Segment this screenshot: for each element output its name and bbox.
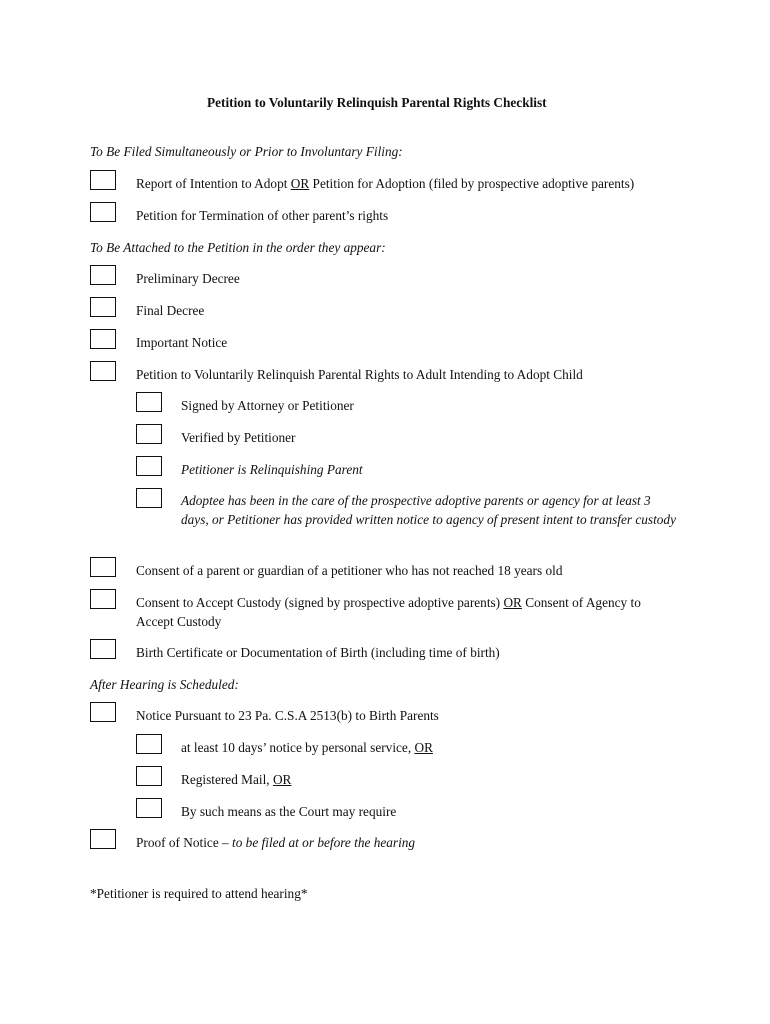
checkbox-petitioner-relinquishing[interactable] [136, 456, 162, 476]
checkbox-adoptee-in-care[interactable] [136, 488, 162, 508]
item-notice-pursuant: Notice Pursuant to 23 Pa. C.S.A 2513(b) to Birth Parents [136, 708, 439, 723]
checkbox-signed-by-attorney[interactable] [136, 392, 162, 412]
section-heading-prior-filing: To Be Filed Simultaneously or Prior to Involuntary Filing: [90, 144, 403, 159]
checkbox-verified-by-petitioner[interactable] [136, 424, 162, 444]
subitem-personal-service [181, 739, 433, 757]
item-petition-relinquish: Petition to Voluntarily Relinquish Parental Rights to Adult Intending to Adopt Child [136, 367, 583, 382]
item-proof-of-notice [136, 834, 415, 852]
subitem-adoptee-in-care: Adoptee has been in the care of the prospective adoptive parents or agency for at least 3 days, or Petitioner has provided written notice to agency of present intent to transfer custody [181, 493, 676, 527]
item-consent-parent-guardian: Consent of a parent or guardian of a petitioner who has not reached 18 years old [136, 563, 563, 578]
checkbox-registered-mail[interactable] [136, 766, 162, 786]
subitem-court-means: By such means as the Court may require [181, 804, 397, 819]
footer-note: *Petitioner is required to attend hearing* [90, 886, 308, 901]
checkbox-notice-pursuant[interactable] [90, 702, 116, 722]
checkbox-important-notice[interactable] [90, 329, 116, 349]
item-consent-accept-custody [136, 594, 676, 631]
section-heading-attached: To Be Attached to the Petition in the order they appear: [90, 240, 386, 255]
checkbox-consent-accept-custody[interactable] [90, 589, 116, 609]
item-petition-termination: Petition for Termination of other parent’s rights [136, 208, 389, 223]
checkbox-petition-relinquish[interactable] [90, 361, 116, 381]
item-birth-certificate: Birth Certificate or Documentation of Birth (including time of birth) [136, 645, 500, 660]
checkbox-personal-service[interactable] [136, 734, 162, 754]
item-report-of-intention [136, 175, 634, 193]
item-text: Consent to Accept Custody (signed by prospective adoptive parents) [136, 595, 504, 610]
item-final-decree: Final Decree [136, 303, 205, 318]
or-underlined: OR [503, 595, 522, 610]
subitem-signed-by-attorney: Signed by Attorney or Petitioner [181, 398, 354, 413]
checkbox-petition-termination[interactable] [90, 202, 116, 222]
subitem-petitioner-relinquishing: Petitioner is Relinquishing Parent [181, 462, 363, 477]
checkbox-court-means[interactable] [136, 798, 162, 818]
item-text: at least 10 days’ notice by personal service, [181, 740, 415, 755]
item-text-italic: to be filed at or before the hearing [232, 835, 416, 850]
checkbox-birth-certificate[interactable] [90, 639, 116, 659]
item-preliminary-decree: Preliminary Decree [136, 271, 240, 286]
checkbox-consent-parent-guardian[interactable] [90, 557, 116, 577]
or-underlined: OR [290, 176, 310, 191]
item-text: Report of Intention to Adopt [136, 176, 291, 191]
item-important-notice: Important Notice [136, 335, 228, 350]
item-text: Consent of Agency to Accept Custody [136, 595, 641, 629]
section-heading-after-hearing: After Hearing is Scheduled: [90, 677, 239, 692]
item-text: Registered Mail, [181, 772, 273, 787]
or-underlined: OR [272, 772, 292, 787]
checkbox-report-of-intention[interactable] [90, 170, 116, 190]
checkbox-proof-of-notice[interactable] [90, 829, 116, 849]
item-text: Proof of Notice – [136, 835, 233, 850]
subitem-registered-mail [181, 771, 291, 789]
or-underlined: OR [414, 740, 433, 755]
checkbox-preliminary-decree[interactable] [90, 265, 116, 285]
subitem-verified-by-petitioner: Verified by Petitioner [181, 430, 296, 445]
page-title: Petition to Voluntarily Relinquish Parental Rights Checklist [207, 95, 547, 110]
checkbox-final-decree[interactable] [90, 297, 116, 317]
item-text: Petition for Adoption (filed by prospective adoptive parents) [309, 176, 635, 191]
